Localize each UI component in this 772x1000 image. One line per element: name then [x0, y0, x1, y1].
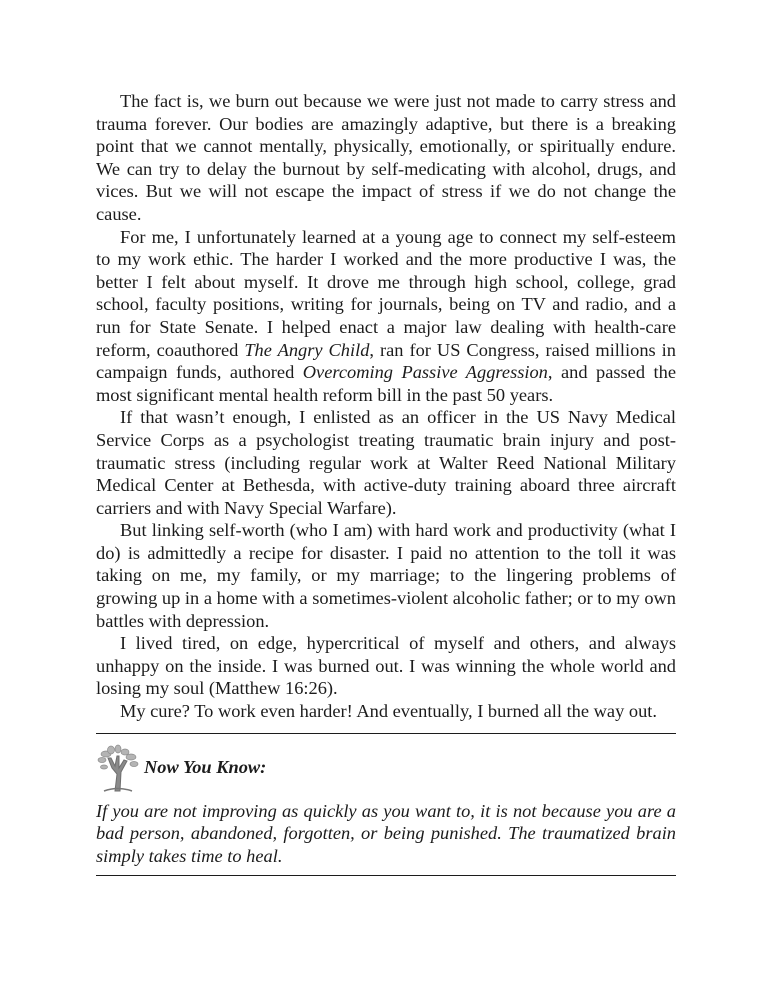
callout-top-rule [96, 733, 676, 734]
paragraph-6: My cure? To work even harder! And eventually, I burned all the way out. [120, 701, 657, 722]
callout-body: If you are not improving as quickly as you want to, it is not because you are a bad person, abandoned, forgotten, or being punished. The traumatized brain simply takes time to heal. [96, 800, 676, 866]
paragraph-3: If that wasn’t enough, I enlisted as an officer in the US Navy Medical Service Corps as a psychologist treating traumatic brain injury and post-traumatic stress (including regular work at Walter Reed National Military Medical Center at Bethesda, with active-duty training aboard three aircraft carriers and with Navy Special Warfare). [96, 407, 676, 518]
paragraph-5: I lived tired, on edge, hypercritical of myself and others, and always unhappy on the inside. I was burned out. I was winning the whole world and losing my soul (Matthew 16:26). [96, 633, 676, 699]
page-content [96, 90, 676, 876]
paragraph-4: But linking self-worth (who I am) with hard work and productivity (what I do) is admittedly a recipe for disaster. I paid no attention to the toll it was taking on me, my family, or my marriage; to the lingering problems of growing up in a home with a sometimes-violent alcoholic father; or to my own battles with depression. [96, 520, 676, 631]
paragraph-2: For me, I unfortunately learned at a young age to connect my self-esteem to my work ethic. The harder I worked and the more productive I was, the better I felt about myself. It drove me through high school, college, grad school, faculty positions, writing for journals, being on TV and radio, and a run for State Senate. I helped enact a major law dealing with health-care reform, coauthored The Angry Child, ran for US Congress, raised millions in campaign funds, authored Overcoming Passive Aggression, and passed the most significant mental health reform bill in the past 50 years. [96, 226, 676, 405]
tree-icon [96, 744, 140, 792]
paragraph-1: The fact is, we burn out because we were just not made to carry stress and trauma forever. Our bodies are amazingly adaptive, but there is a breaking point that we cannot mentally, physically, emotionally, or spiritually endure. We can try to delay the burnout by self-medicating with alcohol, drugs, and vices. But we will not escape the impact of stress if we do not change the cause. [96, 91, 676, 224]
callout-bottom-rule [96, 875, 676, 876]
callout-title: Now You Know: [144, 757, 267, 778]
book-title-overcoming-passive-aggression: Overcoming Passive Aggression [302, 362, 548, 383]
book-title-angry-child: The Angry Child [244, 339, 370, 360]
callout-header [96, 740, 676, 796]
